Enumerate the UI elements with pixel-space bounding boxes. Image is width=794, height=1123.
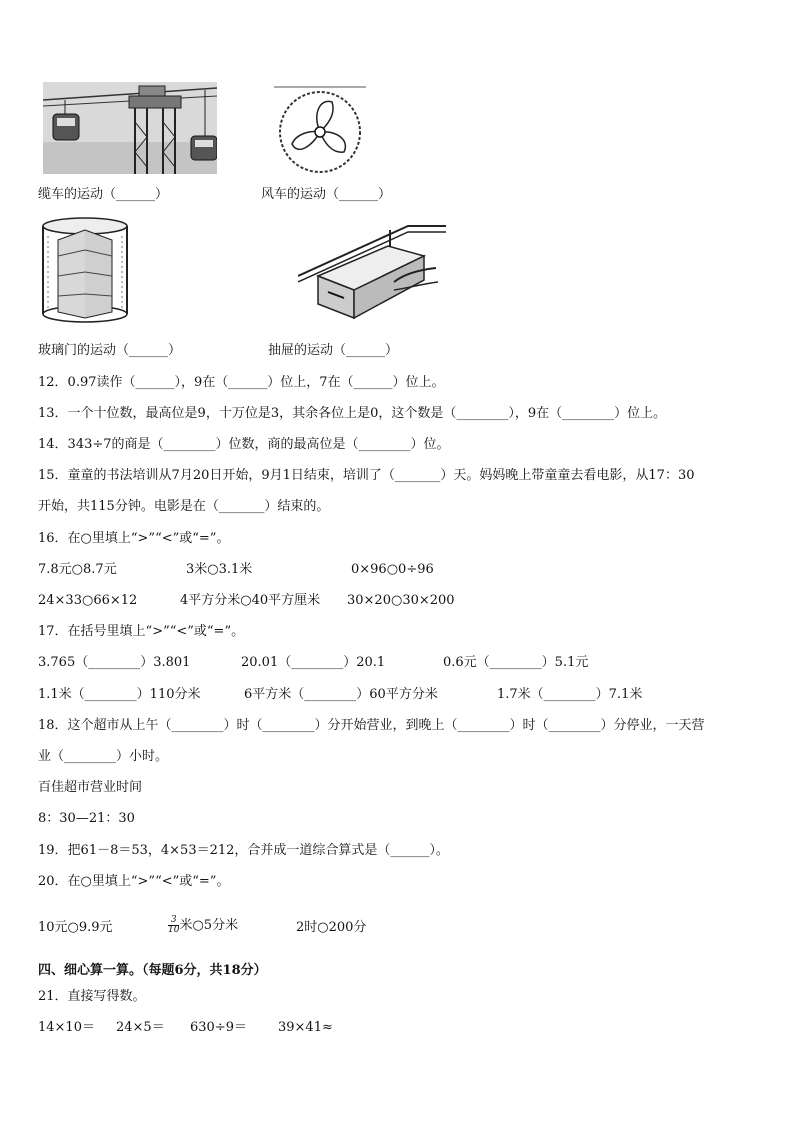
q21-item: 630÷9＝	[190, 1020, 247, 1035]
drawer-illustration	[298, 218, 446, 328]
caption-fan: 风车的运动（______）	[261, 187, 392, 202]
store-hours: 8：30—21：30	[38, 811, 135, 826]
q17-item: 6平方米（________）60平方分米	[244, 687, 438, 702]
cable-car-illustration	[43, 82, 217, 174]
q21-item: 14×10＝	[38, 1020, 95, 1035]
question-15-line2: 开始，共115分钟。电影是在（_______）结束的。	[38, 499, 330, 514]
q17-item: 3.765（________）3.801	[38, 655, 191, 670]
question-13: 13．一个十位数，最高位是9，十万位是3，其余各位上是0，这个数是（________），9在（________）位上。	[38, 406, 667, 421]
question-18-line2: 业（________）小时。	[38, 749, 169, 764]
section-4-heading: 四、细心算一算。（每题6分，共18分）	[38, 963, 267, 978]
q16-item: 7.8元○8.7元	[38, 562, 117, 577]
question-15-line1: 15．童童的书法培训从7月20日开始，9月1日结束，培训了（_______）天。妈妈晚上带童童去看电影，从17：30	[38, 468, 695, 483]
caption-drawer: 抽屉的运动（______）	[268, 343, 399, 358]
q17-item: 0.6元（________）5.1元	[443, 655, 589, 670]
q16-item: 3米○3.1米	[186, 562, 253, 577]
revolving-door-illustration	[40, 216, 130, 326]
q16-item: 30×20○30×200	[347, 593, 455, 608]
caption-revolving-door: 玻璃门的运动（______）	[38, 343, 182, 358]
q20-item: 2时○200分	[296, 920, 367, 935]
q21-item: 39×41≈	[278, 1020, 333, 1035]
q17-item: 1.1米（________）110分米	[38, 687, 201, 702]
question-16-title: 16．在○里填上“>”“<”或“=”。	[38, 531, 230, 546]
question-19: 19．把61－8＝53，4×53＝212，合并成一道综合算式是（______）。	[38, 843, 449, 858]
question-17-title: 17．在括号里填上“>”“<”或“=”。	[38, 624, 245, 639]
q21-item: 24×5＝	[116, 1020, 165, 1035]
q17-item: 20.01（________）20.1	[241, 655, 386, 670]
question-12: 12．0.97读作（______），9在（______）位上，7在（______）位上。	[38, 375, 445, 390]
q16-item: 4平方分米○40平方厘米	[180, 593, 321, 608]
q20-item: 10元○9.9元	[38, 920, 113, 935]
q17-item: 1.7米（________）7.1米	[497, 687, 643, 702]
q16-item: 0×96○0÷96	[351, 562, 434, 577]
fraction: $\frac{3}{10}$	[168, 915, 180, 935]
question-18-line1: 18．这个超市从上午（________）时（________）分开始营业，到晚上（________）时（________）分停业，一天营	[38, 718, 705, 733]
q16-item: 24×33○66×12	[38, 593, 138, 608]
windmill-fan-illustration	[272, 84, 366, 176]
caption-cable-car: 缆车的运动（______）	[38, 187, 169, 202]
question-21-title: 21．直接写得数。	[38, 989, 146, 1004]
question-14: 14．343÷7的商是（________）位数，商的最高位是（________）位。	[38, 437, 450, 452]
q20-item: $\frac{3}{10}$ 米○5分米	[168, 915, 239, 935]
store-hours-title: 百佳超市营业时间	[38, 780, 143, 795]
question-20-title: 20．在○里填上“>”“<”或“=”。	[38, 874, 230, 889]
